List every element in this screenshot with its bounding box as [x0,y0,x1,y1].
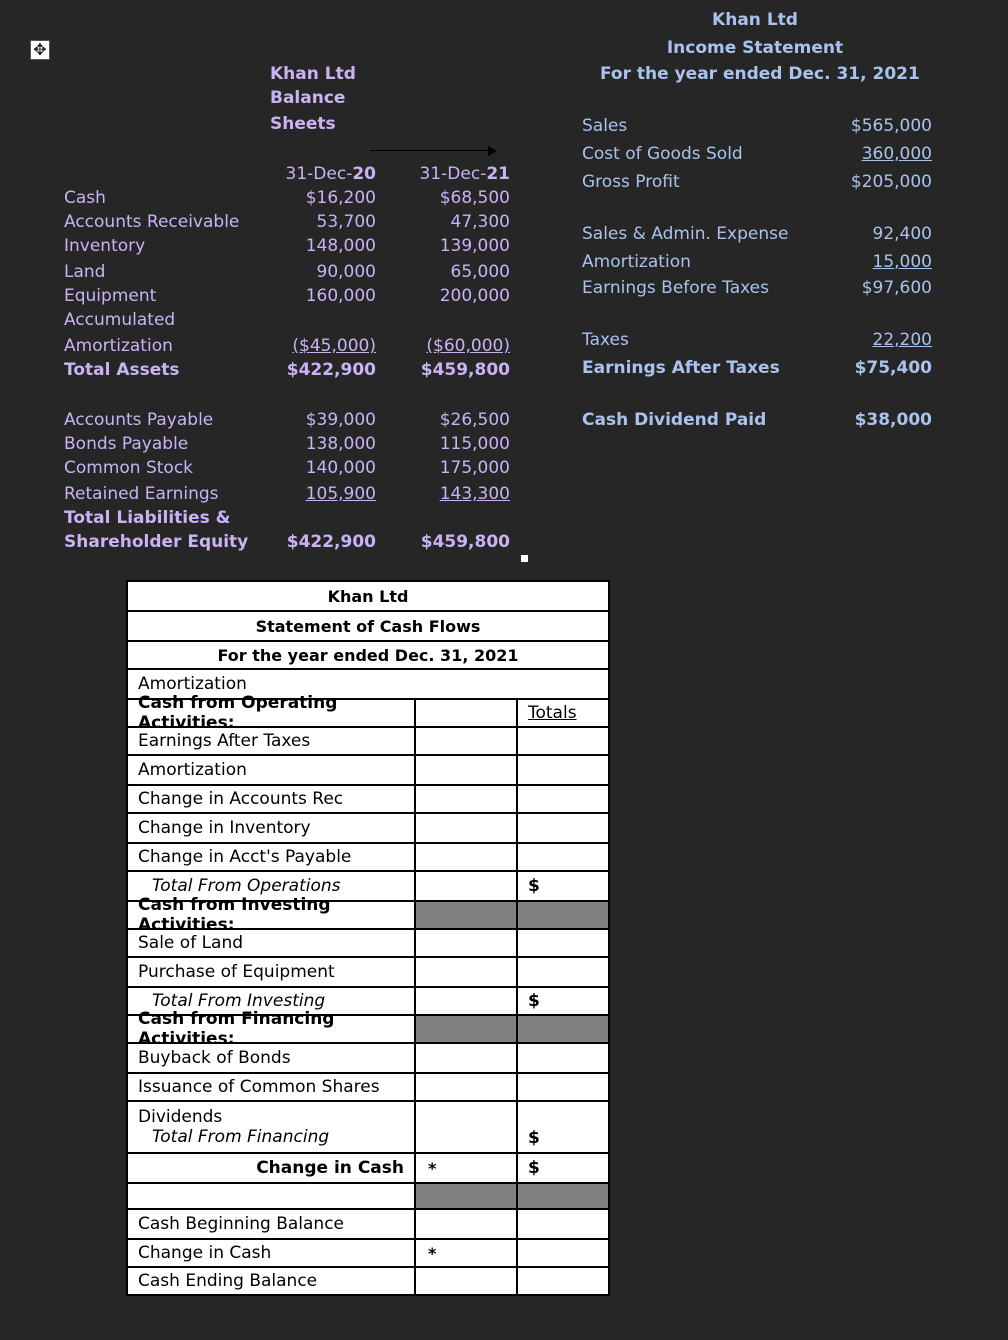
bs-v1-equipment: 160,000 [305,286,376,306]
cf-cell[interactable] [518,844,608,870]
bs-v2-equipment: 200,000 [439,286,510,306]
bs-v2-inventory: 139,000 [439,236,510,256]
cf-row [128,784,608,812]
cf-row [128,754,608,784]
bs-v1-ap: $39,000 [305,410,376,430]
cf-cell [518,1240,608,1266]
cf-cell [416,1184,518,1208]
cf-label: Issuance of Common Shares [128,1074,416,1100]
bs-col2-header: 31-Dec-21 [419,164,510,184]
bs-v1-inventory: 148,000 [305,236,376,256]
cf-investing-header: Cash from Investing Activities: [128,902,416,928]
bs-title-balance: Balance [270,88,346,108]
is-label-sales: Sales [582,116,628,136]
bs-v2-bonds: 115,000 [439,434,510,454]
bs-v1-ar: 53,700 [316,212,376,232]
cf-cell[interactable] [518,930,608,956]
bs-label-amortization: Amortization [64,336,173,356]
bs-label-land: Land [64,262,106,282]
selection-handle[interactable] [521,555,528,562]
bs-v1-bonds: 138,000 [305,434,376,454]
cf-cell[interactable] [518,1044,608,1072]
is-label-amort: Amortization [582,252,691,272]
cf-row [128,1009,608,1049]
cf-dollar[interactable]: $ [528,1128,540,1148]
bs-col1-header: 31-Dec-20 [285,164,376,184]
cf-row [128,693,608,733]
cf-row [128,1042,608,1072]
bs-label-inventory: Inventory [64,236,146,256]
is-v-taxes: 22,200 [872,330,932,350]
cf-cell[interactable] [416,930,518,956]
cf-label: Sale of Land [128,930,416,956]
cf-cell[interactable] [518,756,608,784]
bs-v2-common: 175,000 [439,458,510,478]
bs-label-retained: Retained Earnings [64,484,219,504]
is-v-cogs: 360,000 [861,144,932,164]
bs-v1-cash: $16,200 [305,188,376,208]
cf-cell [518,1210,608,1238]
cf-cell[interactable] [416,1074,518,1100]
bs-v2-accum: ($60,000) [426,336,510,356]
is-v-gross: $205,000 [850,172,932,192]
cf-cell[interactable] [416,700,518,726]
cf-cell[interactable] [416,814,518,842]
cf-cell[interactable] [416,728,518,754]
is-label-gross: Gross Profit [582,172,680,192]
bs-v1-total-assets: $422,900 [286,360,376,380]
cf-dollar[interactable]: $ [528,876,540,896]
cf-cell[interactable] [416,1268,518,1294]
bs-label-cash: Cash [64,188,106,208]
is-v-amort: 15,000 [872,252,932,272]
cf-cell[interactable] [416,1102,518,1152]
cf-cell[interactable] [416,756,518,784]
cf-cell[interactable] [416,958,518,986]
cf-row [128,1182,608,1208]
cf-cell [518,1184,608,1208]
cf-period: For the year ended Dec. 31, 2021 [128,640,608,668]
cf-label: Earnings After Taxes [128,728,416,754]
bs-label-equipment: Equipment [64,286,157,306]
cf-cell [518,1016,608,1042]
is-company: Khan Ltd [712,10,798,30]
cf-ending: Cash Ending Balance [128,1268,416,1294]
bs-v2-retained: 143,300 [439,484,510,504]
bs-company: Khan Ltd [270,64,356,84]
is-label-cogs: Cost of Goods Sold [582,144,743,164]
cf-total-operations: Total From Operations [128,872,416,900]
cf-label: Change in Inventory [128,814,416,842]
is-v-ebt: $97,600 [861,278,932,298]
bs-label-common: Common Stock [64,458,194,478]
is-label-taxes: Taxes [582,330,629,350]
is-v-sales: $565,000 [850,116,932,136]
cf-operating-header: Cash from Operating Activities: [128,700,416,726]
cf-row [128,812,608,842]
cf-asterisk[interactable]: * [416,1240,518,1266]
cf-row [128,726,608,754]
cf-asterisk[interactable]: * [416,1154,518,1182]
cf-row [128,1100,608,1152]
cf-label: Purchase of Equipment [128,958,416,986]
cf-cell[interactable] [416,786,518,812]
move-handle-icon[interactable]: ✥ [30,40,50,60]
cf-row [128,1152,608,1182]
bs-v2-land: 65,000 [450,262,510,282]
bs-v2-cash: $68,500 [439,188,510,208]
cf-label: Change in Acct's Payable [128,844,416,870]
cf-cell[interactable] [518,786,608,812]
cf-cell[interactable] [518,728,608,754]
cf-total-financing: Total From Financing [152,1127,330,1147]
arrow-icon [488,146,497,156]
is-v-sga: 92,400 [872,224,932,244]
cf-row [128,842,608,870]
cf-amortization-note: Amortization [138,674,247,694]
cf-label: Change in Accounts Rec [128,786,416,812]
cf-totals-header: Totals [528,703,577,723]
bs-v1-accum: ($45,000) [292,336,376,356]
cf-row [128,1266,608,1294]
cf-cell[interactable] [416,1210,518,1238]
cf-cell[interactable] [518,958,608,986]
cf-cell[interactable] [518,814,608,842]
cf-cell[interactable] [416,844,518,870]
cf-label: Amortization [128,756,416,784]
cash-flow-table [126,580,610,1296]
is-label-eat: Earnings After Taxes [582,358,780,378]
bs-title-sheets: Sheets [270,114,336,134]
bs-label-ap: Accounts Payable [64,410,214,430]
cf-financing-header: Cash from Financing Activities: [128,1016,416,1042]
cf-dollar[interactable]: $ [528,991,540,1011]
cf-beginning: Cash Beginning Balance [128,1210,416,1238]
cf-row [128,1238,608,1266]
cf-cell [128,1184,416,1208]
cf-row [128,928,608,956]
bs-label-total-assets: Total Assets [64,360,180,380]
bs-label-accumulated: Accumulated [64,310,176,330]
cf-company: Khan Ltd [327,586,409,606]
bs-v2-ap: $26,500 [439,410,510,430]
cf-total-investing: Total From Investing [128,988,416,1014]
cf-cell[interactable] [416,1044,518,1072]
cf-cell[interactable] [416,988,518,1014]
is-label-ebt: Earnings Before Taxes [582,278,769,298]
bs-label-total-liab-2: Shareholder Equity [64,532,249,552]
cf-dividends: Dividends [138,1107,223,1127]
bs-label-bonds: Bonds Payable [64,434,189,454]
cf-cell [416,1016,518,1042]
bs-label-total-liab-1: Total Liabilities & [64,508,231,528]
cf-dollar[interactable]: $ [528,1158,540,1178]
bs-v1-common: 140,000 [305,458,376,478]
bs-v2-total-assets: $459,800 [420,360,510,380]
cf-cell[interactable] [416,872,518,900]
is-title: Income Statement [666,38,844,58]
cf-cell[interactable] [518,1074,608,1100]
is-v-div: $38,000 [854,410,932,430]
bs-v2-ar: 47,300 [450,212,510,232]
bs-v1-land: 90,000 [316,262,376,282]
bs-v1-total-liab: $422,900 [286,532,376,552]
cf-row [128,895,608,935]
arrow-line [370,150,490,151]
bs-v1-retained: 105,900 [305,484,376,504]
is-period: For the year ended Dec. 31, 2021 [600,64,920,84]
is-label-sga: Sales & Admin. Expense [582,224,789,244]
cf-row [128,1208,608,1238]
is-label-div: Cash Dividend Paid [582,410,767,430]
cf-change-in-cash-label: Change in Cash [128,1154,416,1182]
cf-row [128,956,608,986]
is-v-eat: $75,400 [854,358,932,378]
cf-dividends-block [128,1102,416,1152]
cf-cell [518,902,608,928]
cf-title: Statement of Cash Flows [128,610,608,640]
cf-cell [518,1268,608,1294]
cf-label: Buyback of Bonds [128,1044,416,1072]
bs-v2-total-liab: $459,800 [420,532,510,552]
cf-change: Change in Cash [128,1240,416,1266]
cf-row [128,1072,608,1100]
cf-cell [416,902,518,928]
bs-label-ar: Accounts Receivable [64,212,240,232]
